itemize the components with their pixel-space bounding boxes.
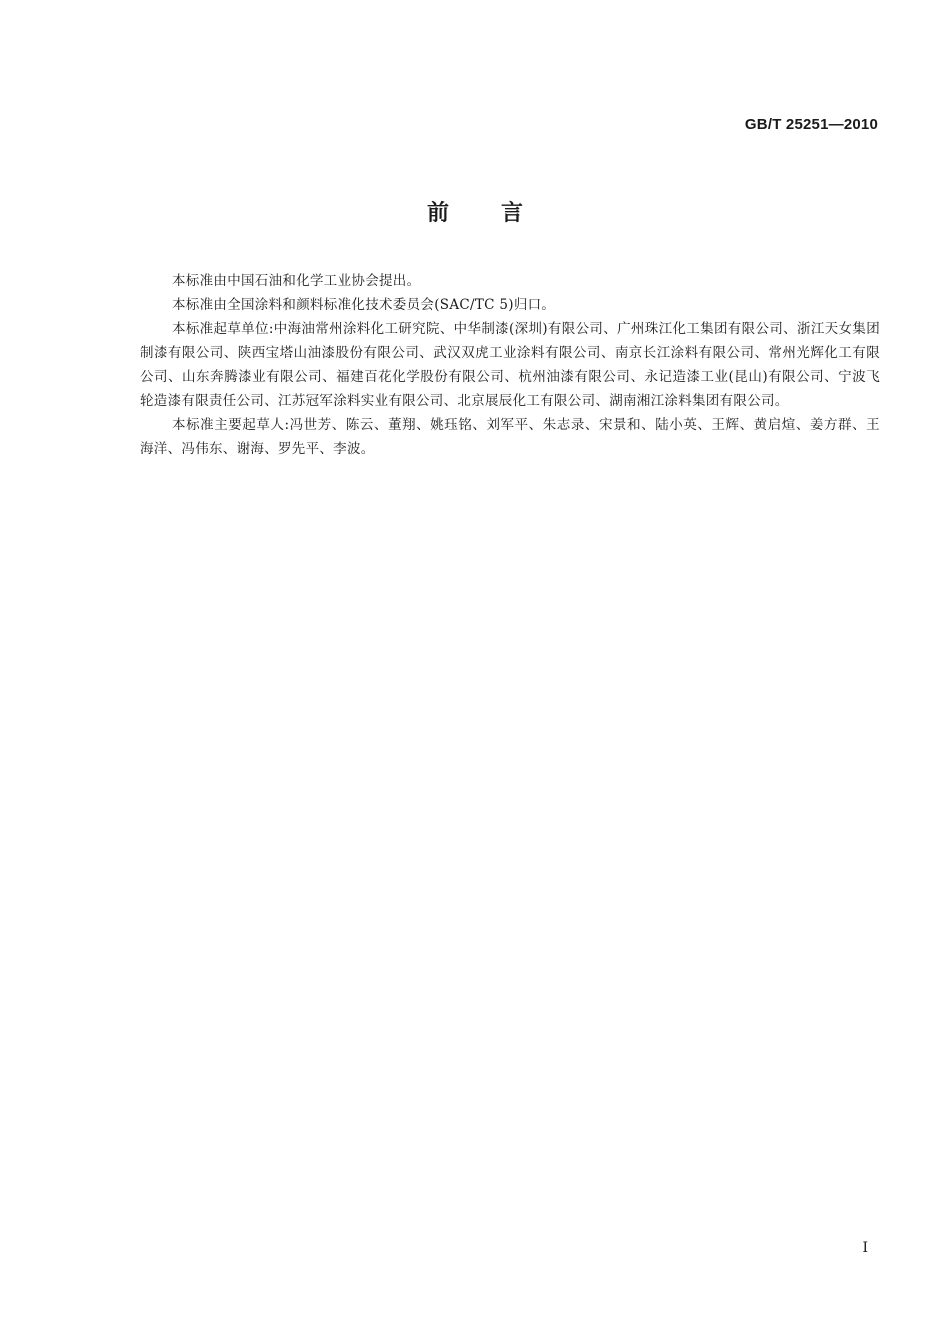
page-title: 前言 <box>426 201 575 226</box>
standard-number: GB/T 25251—2010 <box>744 116 878 133</box>
foreword-body <box>140 269 880 461</box>
page-number: I <box>862 1240 868 1256</box>
paragraph-drafting-units: 本标准起草单位:中海油常州涂料化工研究院、中华制漆(深圳)有限公司、广州珠江化工集团有限公司、浙江天女集团制漆有限公司、陕西宝塔山油漆股份有限公司、武汉双虎工业涂料有限公司、南京长江涂料有限公司、常州光辉化工有限公司、山东奔腾漆业有限公司、福建百花化学股份有限公司、杭州油漆有限公司、永记造漆工业(昆山)有限公司、宁波飞轮造漆有限责任公司、江苏冠军涂料实业有限公司、北京展辰化工有限公司、湖南湘江涂料集团有限公司。 <box>140 321 880 409</box>
paragraph-drafters: 本标准主要起草人:冯世芳、陈云、董翔、姚珏铭、刘军平、朱志录、宋景和、陆小英、王辉、黄启煊、姜方群、王海洋、冯伟东、谢海、罗先平、李波。 <box>140 417 880 457</box>
paragraph-proposer: 本标准由中国石油和化学工业协会提出。 <box>172 273 421 289</box>
paragraph-committee: 本标准由全国涂料和颜料标准化技术委员会(SAC/TC 5)归口。 <box>172 297 556 313</box>
